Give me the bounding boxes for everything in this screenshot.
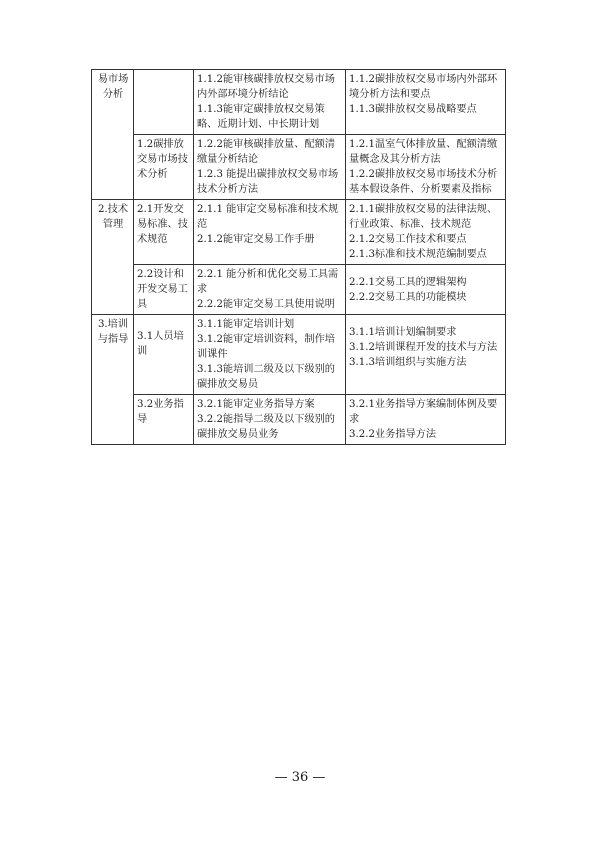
ability-item: 3.2.1能审定业务指导方案 (197, 399, 315, 410)
ability-item: 3.1.2能审定培训资料，制作培训课件 (197, 334, 335, 360)
ability-cell (194, 70, 346, 135)
ability-cell (194, 395, 346, 445)
category-cell: 2.技术管理 (92, 200, 134, 315)
knowledge-item: 3.2.1业务指导方案编制体例及要求 (349, 399, 498, 425)
skill-unit-cell: 1.2碳排放交易市场技术分析 (134, 135, 194, 200)
table-row (92, 135, 506, 200)
ability-item: 3.1.3能培训二级及以下级别的碳排放交易员 (197, 364, 335, 390)
ability-item: 3.1.1能审定培训计划 (197, 319, 295, 330)
ability-item: 2.2.1 能分析和优化交易工具需求 (197, 269, 339, 295)
table-row (92, 315, 506, 395)
table-row (92, 70, 506, 135)
skill-unit-cell: 2.1开发交易标准、技术规范 (134, 200, 194, 265)
knowledge-item: 1.2.1温室气体排放量、配额清缴量概念及其分析方法 (349, 139, 498, 165)
knowledge-item: 3.1.3培训组织与实施方法 (349, 357, 467, 368)
knowledge-item: 3.1.1培训计划编制要求 (349, 327, 457, 338)
knowledge-item: 2.1.2交易工作技术和要点 (349, 234, 467, 245)
ability-cell (194, 265, 346, 315)
skill-unit-cell: 3.1人员培训 (134, 315, 194, 395)
knowledge-item: 1.1.2碳排放权交易市场内外部环境分析方法和要点 (349, 74, 498, 100)
ability-item: 3.2.2能指导二级及以下级别的碳排放交易员业务 (197, 414, 335, 440)
ability-item: 1.2.2能审核碳排放量、配额清缴量分析结论 (197, 139, 335, 165)
ability-item: 1.1.2能审核碳排放权交易市场内外部环境分析结论 (197, 74, 335, 100)
skill-requirements-table (91, 69, 506, 445)
knowledge-cell (346, 265, 506, 315)
table-row (92, 395, 506, 445)
knowledge-item: 3.2.2业务指导方法 (349, 429, 437, 440)
knowledge-item: 2.1.3标准和技术规范编制要点 (349, 249, 487, 260)
table-row (92, 200, 506, 265)
knowledge-item: 3.1.2培训课程开发的技术与方法 (349, 342, 498, 353)
ability-item: 2.1.1 能审定交易标准和技术规范 (197, 204, 339, 230)
page-number: — 36 — (274, 770, 326, 785)
category-cell: 易市场分析 (92, 70, 134, 200)
ability-cell (194, 135, 346, 200)
ability-cell (194, 315, 346, 395)
ability-item: 1.1.3能审定碳排放权交易策略、近期计划、中长期计划 (197, 104, 325, 130)
knowledge-cell (346, 315, 506, 395)
ability-cell (194, 200, 346, 265)
category-cell: 3.培训与指导 (92, 315, 134, 445)
knowledge-cell (346, 70, 506, 135)
knowledge-item: 1.2.2碳排放权交易市场技术分析基本假设条件、分析要素及指标 (349, 169, 498, 195)
ability-item: 2.2.2能审定交易工具使用说明 (197, 299, 335, 310)
knowledge-item: 2.2.1交易工具的逻辑架构 (349, 276, 467, 288)
skill-unit-cell: 3.2业务指导 (134, 395, 194, 445)
knowledge-item: 2.1.1碳排放权交易的法律法规、行业政策、标准、技术规范 (349, 204, 498, 230)
skill-unit-cell (134, 70, 194, 135)
knowledge-item: 2.2.2交易工具的功能模块 (349, 291, 467, 303)
knowledge-cell (346, 200, 506, 265)
ability-item: 2.1.2能审定交易工作手册 (197, 234, 315, 245)
knowledge-cell (346, 395, 506, 445)
table-row (92, 265, 506, 315)
ability-item: 1.2.3 能提出碳排放权交易市场技术分析方法 (197, 169, 339, 195)
skill-unit-cell: 2.2设计和开发交易工具 (134, 265, 194, 315)
knowledge-cell (346, 135, 506, 200)
knowledge-item: 1.1.3碳排放权交易战略要点 (349, 104, 477, 115)
